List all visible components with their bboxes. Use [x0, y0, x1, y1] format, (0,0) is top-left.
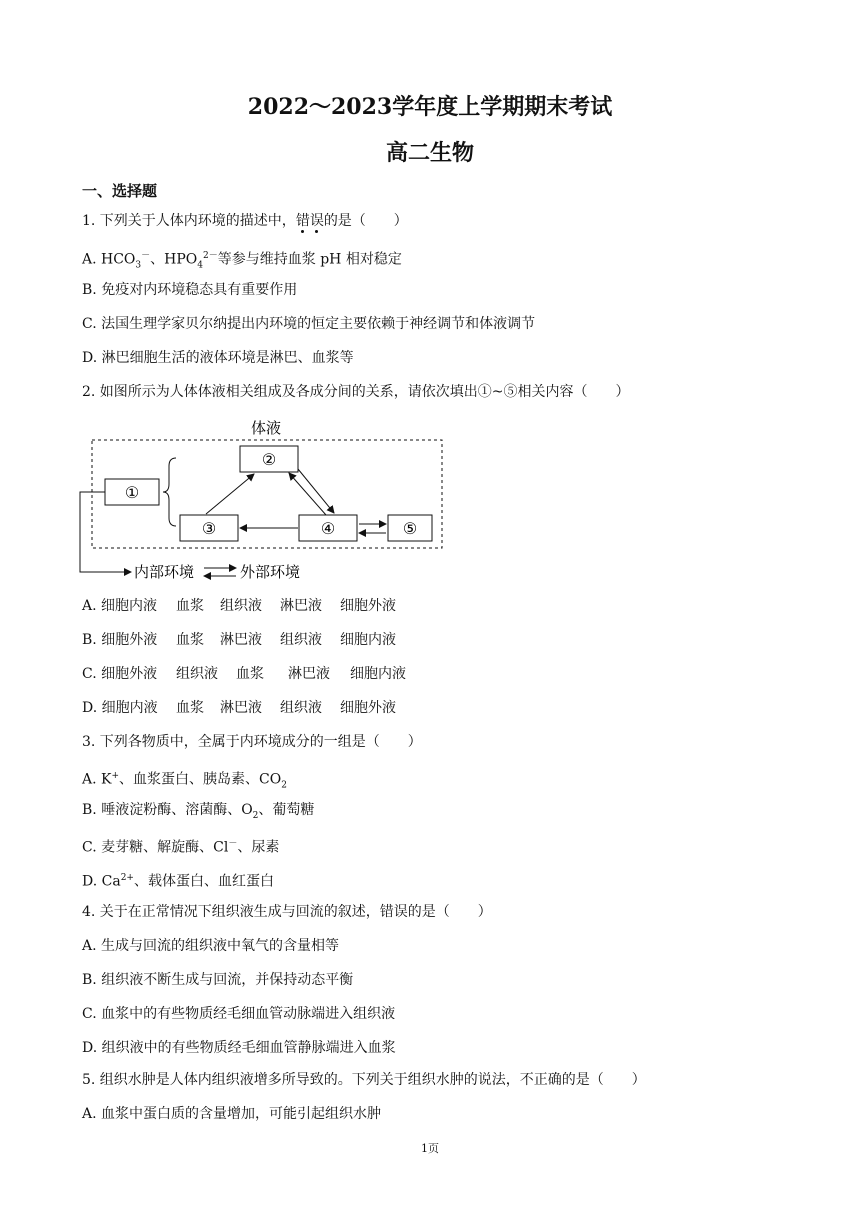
superscript: －: [228, 839, 238, 849]
option-text: 、HPO: [150, 251, 198, 268]
option-cell: A. 细胞内液: [82, 598, 158, 614]
option-cell: C. 细胞外液: [82, 666, 158, 682]
question-3-option-b: [82, 800, 314, 826]
option-text: 、载体蛋白、血红蛋白: [133, 873, 274, 890]
emphasis-char: 误: [309, 213, 324, 229]
option-text: A. K: [82, 771, 112, 788]
option-text: C. 麦芽糖、解旋酶、Cl: [82, 839, 229, 856]
label-internal-environment: 内部环境: [134, 564, 195, 581]
option-cell: D. 细胞内液: [82, 700, 158, 716]
question-2-option-c: [82, 664, 406, 684]
option-cell: 淋巴液: [280, 598, 322, 614]
option-text: D. Ca: [82, 873, 121, 890]
box-4-label: ④: [320, 519, 336, 538]
question-1-option-b: B. 免疫对内环境稳态具有重要作用: [82, 282, 298, 298]
emphasis-char: 错: [295, 213, 310, 229]
option-cell: 组织液: [220, 598, 262, 614]
question-2-stem: 2. 如图所示为人体体液相关组成及各成分间的关系，请依次填出①~⑤相关内容（ ）: [82, 384, 630, 400]
option-cell: 细胞内液: [350, 666, 406, 682]
arrow-3-to-2: [206, 474, 254, 514]
option-cell: 淋巴液: [288, 666, 330, 682]
box-3-label: ③: [201, 519, 217, 538]
superscript: +: [111, 771, 120, 781]
option-cell: 细胞外液: [340, 598, 396, 614]
box-2-label: ②: [261, 450, 277, 469]
question-1-stem: [82, 211, 408, 231]
exam-subject: 高二生物: [385, 140, 474, 166]
q1-stem-text: 1. 下列关于人体内环境的描述中，: [82, 213, 296, 229]
option-cell: 组织液: [280, 700, 322, 716]
question-1-option-d: D. 淋巴细胞生活的液体环境是淋巴、血浆等: [82, 350, 354, 366]
subscript: 4: [197, 260, 204, 271]
option-text: 、葡萄糖: [258, 802, 315, 818]
question-4-option-a: A. 生成与回流的组织液中氧气的含量相等: [82, 938, 340, 954]
section-heading: 一、选择题: [82, 182, 158, 200]
question-2-option-a: [82, 596, 396, 616]
option-cell: 血浆: [176, 598, 204, 614]
question-5-stem: 5. 组织水肿是人体内组织液增多所导致的。下列关于组织水肿的说法，不正确的是（ ）: [82, 1072, 646, 1088]
question-1-option-a: [82, 246, 402, 275]
arrow-2-to-4: [298, 469, 334, 513]
question-3-option-c: [82, 834, 279, 858]
q1-stem-end: 的是（ ）: [323, 213, 408, 229]
page-number: 1页: [421, 1142, 439, 1155]
question-2-option-d: [82, 698, 396, 718]
option-cell: 血浆: [176, 700, 204, 716]
box-1-label: ①: [124, 483, 140, 502]
option-cell: 血浆: [176, 632, 204, 648]
option-cell: 血浆: [236, 666, 264, 682]
option-text: 、血浆蛋白、胰岛素、CO: [119, 771, 282, 788]
superscript: －: [141, 251, 151, 261]
question-3-option-a: [82, 766, 287, 795]
diagram-label-body-fluid: 体液: [250, 420, 282, 437]
exam-title: 2022～2023学年度上学期期末考试: [247, 94, 613, 120]
option-text: 等参与维持血浆 pH 相对稳定: [217, 251, 402, 268]
question-1-option-c: C. 法国生理学家贝尔纳提出内环境的恒定主要依赖于神经调节和体液调节: [82, 316, 536, 332]
question-4-option-b: B. 组织液不断生成与回流，并保持动态平衡: [82, 972, 354, 988]
question-4-stem: 4. 关于在正常情况下组织液生成与回流的叙述，错误的是（ ）: [82, 904, 492, 920]
option-cell: 淋巴液: [220, 632, 262, 648]
question-3-stem: 3. 下列各物质中，全属于内环境成分的一组是（ ）: [82, 734, 422, 750]
superscript: 2+: [120, 873, 134, 883]
option-cell: B. 细胞外液: [82, 632, 158, 648]
question-5-option-a: A. 血浆中蛋白质的含量增加，可能引起组织水肿: [82, 1106, 382, 1122]
arrow-4-to-2: [289, 473, 326, 515]
question-4-option-d: D. 组织液中的有些物质经毛细血管静脉端进入血浆: [82, 1040, 396, 1056]
option-text: 、尿素: [237, 839, 280, 856]
option-cell: 组织液: [280, 632, 322, 648]
option-cell: 淋巴液: [220, 700, 262, 716]
option-cell: 细胞内液: [340, 632, 396, 648]
question-3-option-d: [82, 868, 274, 892]
body-fluid-diagram: [76, 414, 456, 584]
option-text: A. HCO: [82, 251, 136, 268]
subscript: 2: [252, 810, 259, 821]
label-external-environment: 外部环境: [240, 564, 301, 581]
option-cell: 组织液: [176, 666, 218, 682]
superscript: 2－: [203, 251, 218, 261]
option-cell: 细胞外液: [340, 700, 396, 716]
grouping-brace: [163, 458, 176, 526]
box-5-label: ⑤: [402, 519, 418, 538]
option-text: B. 唾液淀粉酶、溶菌酶、O: [82, 802, 253, 818]
subscript: 3: [135, 260, 142, 271]
question-4-option-c: C. 血浆中的有些物质经毛细血管动脉端进入组织液: [82, 1006, 396, 1022]
subscript: 2: [281, 780, 287, 791]
question-2-option-b: [82, 630, 396, 650]
